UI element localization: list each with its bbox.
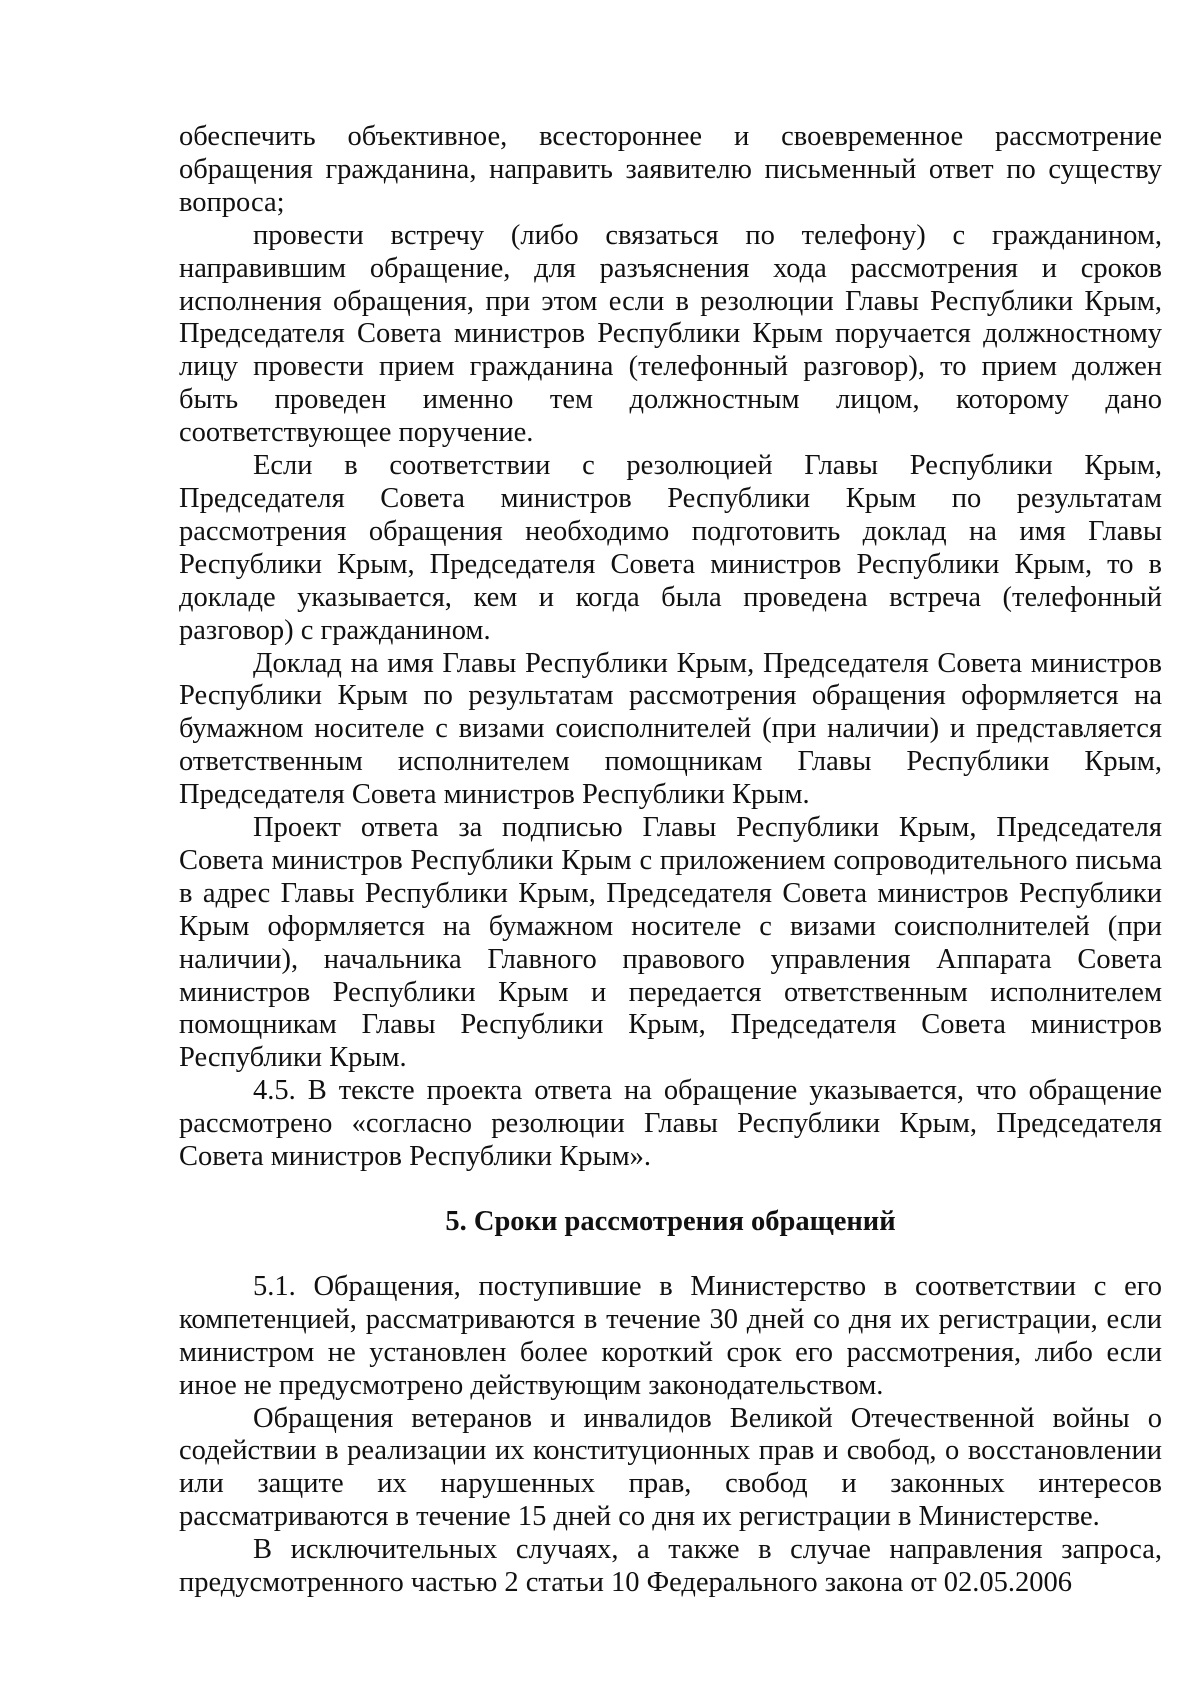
paragraph-exceptional-cases: В исключительных случаях, а также в случае направления запроса, предусмотренного частью 2 статьи 10 Федерального закона от 02.05.2006 — [179, 1534, 1162, 1599]
paragraph-4-5: 4.5. В тексте проекта ответа на обращение указывается, что обращение рассмотрено «согласно резолюции Главы Республики Крым, Председателя Совета министров Республики Крым». — [179, 1075, 1162, 1173]
paragraph-meeting: провести встречу (либо связаться по телефону) с гражданином, направившим обращение, для разъяснения хода рассмотрения и сроков исполнения обращения, при этом если в резолюции Главы Республики Крым, Председателя Совета министров Республики Крым поручается должностному лицу провести прием гражданина (телефонный разговор), то прием должен быть проведен именно тем должностным лицом, которому дано соответствующее поручение. — [179, 219, 1162, 449]
paragraph-5-1: 5.1. Обращения, поступившие в Министерство в соответствии с его компетенцией, рассматриваются в течение 30 дней со дня их регистрации, если министром не установлен более короткий срок его рассмотрения, либо если иное не предусмотрено действующим законодательством. — [179, 1270, 1162, 1401]
section-heading: 5. Сроки рассмотрения обращений — [445, 1206, 896, 1237]
paragraph-veterans: Обращения ветеранов и инвалидов Великой Отечественной войны о содействии в реализации их конституционных прав и свобод, о восстановлении или защите их нарушенных прав, свобод и законных интересов рассматриваются в течение 15 дней со дня их регистрации в Министерстве. — [179, 1402, 1162, 1533]
paragraph-draft-answer: Проект ответа за подписью Главы Республики Крым, Председателя Совета министров Республики Крым с приложением сопроводительного письма в адрес Главы Республики Крым, Председателя Совета министров Республики Крым оформляется на бумажном носителе с визами соисполнителей (при наличии), начальника Главного правового управления Аппарата Совета министров Республики Крым и передается ответственным исполнителем помощникам Главы Республики Крым, Председателя Совета министров Республики Крым. — [179, 812, 1162, 1074]
document-body — [179, 121, 1162, 1600]
paragraph-report-requirement: Если в соответствии с резолюцией Главы Республики Крым, Председателя Совета министров Республики Крым по результатам рассмотрения обращения необходимо подготовить доклад на имя Главы Республики Крым, Председателя Совета министров Республики Крым, то в докладе указывается, кем и когда была проведена встреча (телефонный разговор) с гражданином. — [179, 450, 1162, 646]
paragraph-report-format: Доклад на имя Главы Республики Крым, Председателя Совета министров Республики Крым по результатам рассмотрения обращения оформляется на бумажном носителе с визами соисполнителей (при наличии) и представляется ответственным исполнителем помощникам Главы Республики Крым, Председателя Совета министров Республики Крым. — [179, 647, 1162, 811]
paragraph-obligations: обеспечить объективное, всестороннее и своевременное рассмотрение обращения гражданина, направить заявителю письменный ответ по существу вопроса; — [179, 121, 1162, 218]
